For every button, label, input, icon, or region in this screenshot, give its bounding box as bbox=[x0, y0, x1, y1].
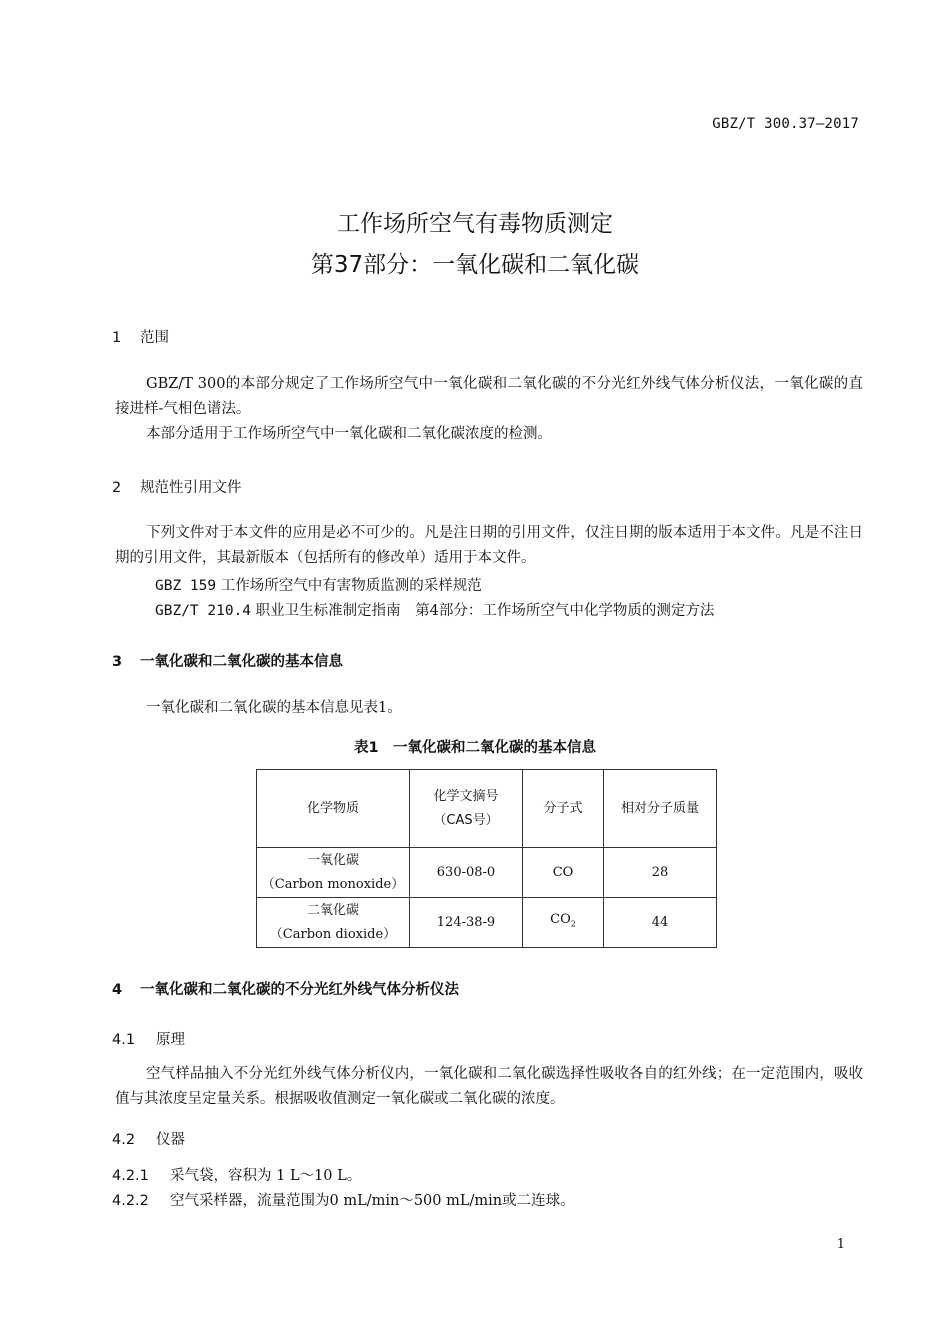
cell-mass: 44 bbox=[604, 898, 717, 948]
section-2-paragraph-1: 下列文件对于本文件的应用是必不可少的。凡是注日期的引用文件，仅注日期的版本适用于本文件。凡是不注日期的引用文件，其最新版本（包括所有的修改单）适用于本文件。 bbox=[115, 525, 863, 566]
document-title-line2: 第37部分：一氧化碳和二氧化碳 bbox=[310, 252, 640, 278]
header-cas-line1: 化学文摘号 bbox=[433, 788, 499, 804]
cell-substance bbox=[257, 848, 410, 898]
section-4-heading bbox=[112, 978, 459, 999]
section-number: 3 bbox=[112, 654, 123, 670]
formula-text: CO bbox=[550, 912, 571, 928]
clause-4-2-1 bbox=[112, 1164, 361, 1185]
table-header-row bbox=[257, 770, 717, 848]
section-4-1-paragraph: 空气样品抽入不分光红外线气体分析仪内，一氧化碳和二氧化碳选择性吸收各自的红外线；在一定范围内，吸收值与其浓度呈定量关系。根据吸收值测定一氧化碳或二氧化碳的浓度。 bbox=[115, 1066, 863, 1107]
clause-text: 空气采样器，流量范围为0 mL/min～500 mL/min或二连球。 bbox=[170, 1193, 575, 1209]
reference-code: GBZ 159 bbox=[155, 578, 217, 594]
header-formula: 分子式 bbox=[523, 770, 604, 848]
section-title: 规范性引用文件 bbox=[140, 480, 242, 496]
section-number: 4.2 bbox=[112, 1132, 136, 1148]
reference-title: 职业卫生标准制定指南 第4部分：工作场所空气中化学物质的测定方法 bbox=[255, 603, 715, 619]
cell-formula bbox=[523, 898, 604, 948]
section-1-paragraph-2: 本部分适用于工作场所空气中一氧化碳和二氧化碳浓度的检测。 bbox=[146, 426, 552, 442]
section-3-heading bbox=[112, 650, 343, 671]
cell-cas: 124-38-9 bbox=[410, 898, 523, 948]
normative-reference-2 bbox=[155, 599, 714, 620]
header-mass: 相对分子质量 bbox=[604, 770, 717, 848]
section-4-1-heading bbox=[112, 1028, 185, 1049]
section-title: 原理 bbox=[156, 1032, 185, 1048]
formula-subscript: 2 bbox=[570, 919, 576, 929]
cell-substance bbox=[257, 898, 410, 948]
section-title: 一氧化碳和二氧化碳的基本信息 bbox=[140, 654, 343, 670]
header-cas-line2: （CAS号） bbox=[433, 812, 499, 828]
page-number: 1 bbox=[836, 1237, 845, 1252]
normative-reference-1 bbox=[155, 574, 482, 595]
substance-name-cn: 二氧化碳 bbox=[306, 902, 359, 918]
section-4-2-heading bbox=[112, 1128, 185, 1149]
standard-code: GBZ/T 300.37—2017 bbox=[712, 116, 859, 132]
section-number: 2 bbox=[112, 480, 122, 496]
substance-name-en: （Carbon monoxide） bbox=[261, 876, 405, 892]
reference-code: GBZ/T 210.4 bbox=[155, 603, 252, 619]
section-1-heading bbox=[112, 326, 169, 347]
table-caption: 表1 一氧化碳和二氧化碳的基本信息 bbox=[353, 740, 597, 756]
header-substance: 化学物质 bbox=[257, 770, 410, 848]
clause-number: 4.2.2 bbox=[112, 1193, 149, 1209]
clause-4-2-2 bbox=[112, 1189, 575, 1210]
clause-number: 4.2.1 bbox=[112, 1168, 149, 1184]
section-number: 4 bbox=[112, 982, 123, 998]
document-title-line1: 工作场所空气有毒物质测定 bbox=[337, 211, 613, 237]
cell-formula bbox=[523, 848, 604, 898]
cell-mass: 28 bbox=[604, 848, 717, 898]
substance-name-cn: 一氧化碳 bbox=[306, 852, 359, 868]
section-1-paragraph-1: GBZ/T 300的本部分规定了工作场所空气中一氧化碳和二氧化碳的不分光红外线气体分析仪法，一氧化碳的直接进样-气相色谱法。 bbox=[115, 376, 863, 417]
formula-text: CO bbox=[552, 864, 574, 880]
header-cas bbox=[410, 770, 523, 848]
reference-title: 工作场所空气中有害物质监测的采样规范 bbox=[220, 578, 482, 594]
section-title: 仪器 bbox=[156, 1132, 185, 1148]
section-2-heading bbox=[112, 476, 242, 497]
section-title: 一氧化碳和二氧化碳的不分光红外线气体分析仪法 bbox=[140, 982, 459, 998]
basic-info-table bbox=[256, 769, 717, 948]
section-title: 范围 bbox=[140, 330, 169, 346]
clause-text: 采气袋，容积为 1 L～10 L。 bbox=[170, 1168, 362, 1184]
table-row bbox=[257, 848, 717, 898]
substance-name-en: （Carbon dioxide） bbox=[269, 926, 397, 942]
section-number: 4.1 bbox=[112, 1032, 136, 1048]
section-3-paragraph-1: 一氧化碳和二氧化碳的基本信息见表1。 bbox=[146, 700, 402, 716]
cell-cas: 630-08-0 bbox=[410, 848, 523, 898]
table-row bbox=[257, 898, 717, 948]
section-number: 1 bbox=[112, 330, 122, 346]
